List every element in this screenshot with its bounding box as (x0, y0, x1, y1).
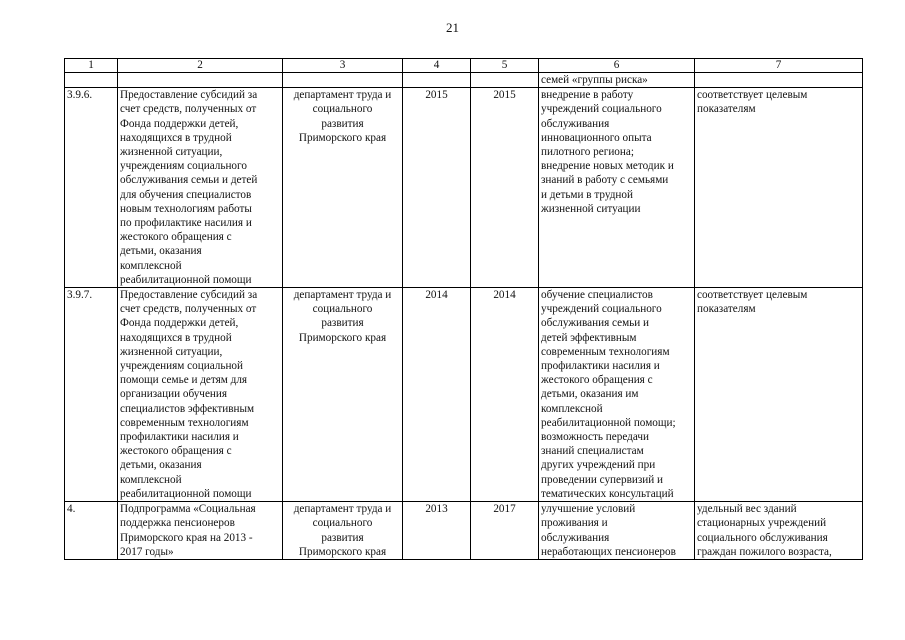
executor (283, 288, 403, 502)
row-number: 3.9.7. (65, 288, 118, 502)
expected-result-line: учреждений социального (541, 103, 662, 116)
executor-line: социального (312, 103, 373, 116)
target-indicator-line: граждан пожилого возраста, (697, 545, 832, 558)
table-row (65, 502, 863, 560)
measure-name-line: Фонда поддержки детей, (120, 117, 239, 130)
year-end: 2015 (471, 88, 539, 288)
expected-result-line: знаний в работу с семьями (541, 174, 669, 187)
measure-name-line: профилактики насилия и (120, 431, 239, 444)
measure-name-line: помощи семье и детям для (120, 374, 248, 387)
executor-line: развития (321, 117, 364, 130)
page-number: 21 (446, 20, 459, 35)
expected-result-line: детьми, оказания им (541, 388, 639, 401)
measure-name (118, 288, 283, 502)
executor (283, 502, 403, 560)
year-start: 2014 (403, 288, 471, 502)
measure-name-line: новым технологиям работы (120, 202, 252, 215)
expected-result-line: и детьми в трудной (541, 188, 633, 201)
measure-name-line: 2017 годы» (120, 545, 174, 558)
measure-name-line: Приморского края на 2013 - (120, 531, 253, 544)
executor-line: департамент труда и (293, 89, 392, 102)
measure-name-line: специалистов эффективным (120, 402, 255, 415)
measure-name-line: детьми, оказания (120, 459, 202, 472)
executor-line: социального (312, 303, 373, 316)
expected-result-line: детей эффективным (541, 331, 637, 344)
expected-result-line: внедрение в работу (541, 89, 634, 102)
target-indicator-line: удельный вес зданий (697, 503, 797, 516)
expected-result-line: тематических консультаций (541, 487, 674, 500)
expected-result-line: обучение специалистов (541, 289, 653, 302)
expected-result-line: обслуживания семьи и (541, 317, 650, 330)
expected-result (539, 88, 695, 288)
expected-result-line: комплексной (541, 402, 603, 415)
measure-name-line: комплексной (120, 259, 182, 272)
measure-name-line: детьми, оказания (120, 245, 202, 258)
measure-name-line: Предоставление субсидий за (120, 289, 258, 302)
expected-result-line: жизненной ситуации (541, 202, 641, 215)
expected-result-line: учреждений социального (541, 303, 662, 316)
row-number: 3.9.6. (65, 88, 118, 288)
column-number: 4 (403, 59, 471, 73)
measure-name-line: современным технологиям (120, 416, 249, 429)
measure-name-line: поддержка пенсионеров (120, 517, 235, 530)
expected-result-line: знаний специалистам (541, 445, 644, 458)
target-indicator-line: стационарных учреждений (697, 517, 827, 530)
column-number: 1 (65, 59, 118, 73)
expected-result-line: внедрение новых методик и (541, 160, 674, 173)
measure-name-line: для обучения специалистов (120, 188, 252, 201)
target-indicator-line: соответствует целевым (697, 89, 808, 102)
executor-line: департамент труда и (293, 289, 392, 302)
target-indicator (695, 88, 863, 288)
target-indicator-line: социального обслуживания (697, 531, 828, 544)
measure-name-line: учреждениям социального (120, 160, 247, 173)
measure-name-line: находящихся в трудной (120, 131, 232, 144)
measure-name (118, 88, 283, 288)
column-number: 2 (118, 59, 283, 73)
expected-result-line: проживания и (541, 517, 608, 530)
expected-result-line: возможность передачи (541, 431, 649, 444)
target-indicator-line: показателям (697, 303, 756, 316)
measure-name-line: жизненной ситуации, (120, 345, 223, 358)
expected-result-line: пилотного региона; (541, 146, 634, 159)
year-end: 2017 (471, 502, 539, 560)
measure-name-line: обслуживания семьи и детей (120, 174, 258, 187)
target-indicator (695, 288, 863, 502)
expected-result-line: неработающих пенсионеров (541, 545, 676, 558)
measure-name-line: жизненной ситуации, (120, 146, 223, 159)
expected-result-line: профилактики насилия и (541, 360, 660, 373)
executor (283, 88, 403, 288)
executor-line: Приморского края (298, 331, 387, 344)
continuation-row (65, 73, 863, 88)
continued-result-text: семей «группы риска» (539, 73, 695, 88)
year-start: 2013 (403, 502, 471, 560)
measure-name-line: реабилитационной помощи (120, 487, 252, 500)
column-number-row (65, 59, 863, 73)
expected-result (539, 288, 695, 502)
measure-name-line: находящихся в трудной (120, 331, 232, 344)
expected-result-line: других учреждений при (541, 459, 656, 472)
expected-result (539, 502, 695, 560)
measure-name-line: счет средств, полученных от (120, 303, 257, 316)
column-number: 3 (283, 59, 403, 73)
column-number: 5 (471, 59, 539, 73)
year-end: 2014 (471, 288, 539, 502)
measure-name-line: по профилактике насилия и (120, 217, 252, 230)
measure-name-line: жестокого обращения с (120, 231, 232, 244)
executor-line: департамент труда и (293, 503, 392, 516)
measure-name-line: учреждениям социальной (120, 360, 244, 373)
executor-line: развития (321, 531, 364, 544)
measure-name-line: реабилитационной помощи (120, 273, 252, 286)
measure-name-line: счет средств, полученных от (120, 103, 257, 116)
expected-result-line: жестокого обращения с (541, 374, 653, 387)
measure-name-line: Предоставление субсидий за (120, 89, 258, 102)
executor-line: Приморского края (298, 545, 387, 558)
measure-name-line: организации обучения (120, 388, 228, 401)
executor-line: развития (321, 317, 364, 330)
executor-line: Приморского края (298, 131, 387, 144)
column-number: 6 (539, 59, 695, 73)
measure-name-line: Подпрограмма «Социальная (120, 503, 256, 516)
measure-name-line: жестокого обращения с (120, 445, 232, 458)
target-indicator-line: показателям (697, 103, 756, 116)
row-number: 4. (65, 502, 118, 560)
measure-name-line: Фонда поддержки детей, (120, 317, 239, 330)
table-row (65, 288, 863, 502)
measure-name (118, 502, 283, 560)
expected-result-line: улучшение условий (541, 503, 636, 516)
table-row (65, 88, 863, 288)
expected-result-line: инновационного опыта (541, 131, 652, 144)
expected-result-line: обслуживания (541, 117, 610, 130)
year-start: 2015 (403, 88, 471, 288)
expected-result-line: проведении супервизий и (541, 473, 664, 486)
expected-result-line: реабилитационной помощи; (541, 416, 676, 429)
measure-name-line: комплексной (120, 473, 182, 486)
executor-line: социального (312, 517, 373, 530)
target-indicator-line: соответствует целевым (697, 289, 808, 302)
target-indicator (695, 502, 863, 560)
expected-result-line: обслуживания (541, 531, 610, 544)
program-table (64, 58, 863, 560)
expected-result-line: современным технологиям (541, 345, 670, 358)
column-number: 7 (695, 59, 863, 73)
